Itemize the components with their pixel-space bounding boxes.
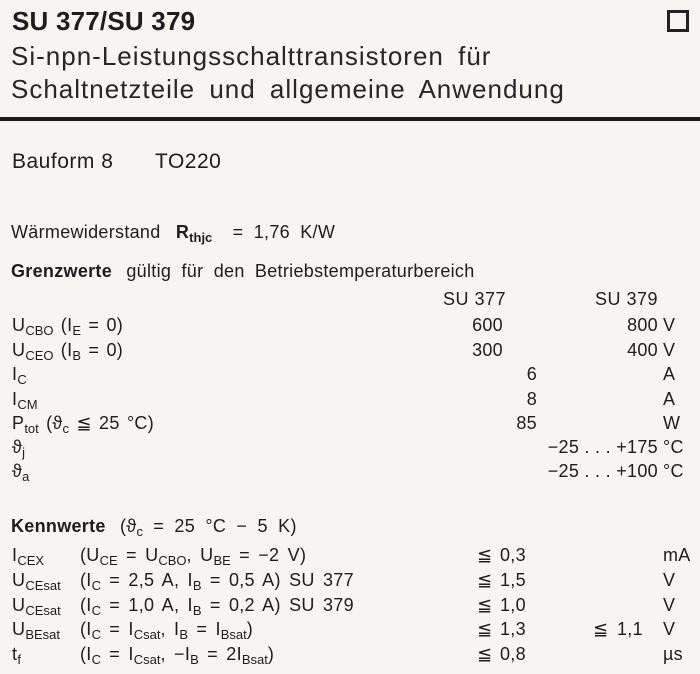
thermal-value: = 1,76 K/W [232,222,336,242]
limit-sign: ≦ [477,619,493,639]
limit-sign: ≦ [477,644,493,664]
test-condition: ($I_C = 2,5$ A, $I_B = 0,5$ A) SU 377 [80,570,354,593]
grenzwerte-heading-rest: gültig für den Betriebstemperaturbereich [126,261,475,281]
parameter-symbol: $P_{tot}$ ($ϑ_c$ ≦ 25 °C) [12,413,155,436]
kennwerte-heading-bold: Kennwerte [11,516,106,536]
parameter-symbol: $I_{CEX}$ [12,545,45,568]
grenzwerte-heading [11,261,475,282]
value-su379: −25 . . . +100 [547,461,658,481]
header-divider [0,117,700,121]
unit-label: V [663,619,676,639]
limit-value: 1,3 [500,619,526,639]
value-su379: 400 [627,340,658,360]
table-row [0,545,700,569]
unit-label: °C [663,461,684,481]
limit-value: 0,3 [500,545,526,565]
parameter-symbol: $U_{BEsat}$ [12,619,60,642]
parameter-symbol: $t_f$ [12,644,21,667]
unit-label: V [663,315,676,335]
test-condition: ($I_C = I_{Csat}$, $-I_B = 2I_{Bsat}$) [80,644,275,667]
table-row [0,413,700,437]
table-row [0,644,700,668]
thermal-label: Wärmewiderstand [11,222,161,242]
value-su379: −25 . . . +175 [547,437,658,457]
column-header-su377: SU 377 [443,289,507,309]
unit-label: A [663,389,676,409]
table-row [0,315,700,339]
table-row [0,595,700,619]
parameter-symbol: $U_{CEsat}$ [12,595,61,618]
thermal-resistance-line [11,222,335,243]
kennwerte-heading [11,516,297,537]
parameter-symbol: $I_C$ [12,364,27,387]
parameter-symbol: $ϑ_j$ [12,437,26,460]
test-condition: ($I_C = 1,0$ A, $I_B = 0,2$ A) SU 379 [80,595,354,618]
kennwerte-heading-rest: ($ϑ_c = 25$ °C − 5 K) [120,516,297,539]
value-shared: 6 [526,364,537,384]
corner-box-icon [667,10,689,32]
value-su379: 800 [627,315,658,335]
unit-label: mA [663,545,691,565]
limit2-value: 1,1 [617,619,643,639]
thermal-symbol: $R_{thjc}$ [175,222,213,245]
table-row [0,389,700,413]
limit2-sign: ≦ [593,619,609,639]
parameter-symbol: $U_{CEsat}$ [12,570,61,593]
value-su377: 300 [472,340,503,360]
unit-label: A [663,364,676,384]
unit-label: V [663,595,676,615]
subtitle-line-2: Schaltnetzteile und allgemeine Anwendung [11,74,565,104]
limit-value: 0,8 [500,644,526,664]
package-name: TO220 [155,150,222,173]
test-condition: ($I_C = I_{Csat}$, $I_B = I_{Bsat}$) [80,619,254,642]
table-row [0,570,700,594]
subtitle-line-1: Si-npn-Leistungsschalttransistoren für [11,41,492,71]
unit-label: V [663,570,676,590]
value-shared: 85 [516,413,537,433]
unit-label: µs [663,644,683,664]
table-row [0,437,700,461]
parameter-symbol: $U_{CEO}$ $(I_B = 0)$ [12,340,124,363]
value-shared: 8 [526,389,537,409]
page-title: SU 377/SU 379 [12,6,196,36]
limit-value: 1,0 [500,595,526,615]
table-row [0,461,700,485]
limit-sign: ≦ [477,595,493,615]
limit-sign: ≦ [477,570,493,590]
limit-value: 1,5 [500,570,526,590]
column-header-su379: SU 379 [595,289,659,309]
unit-label: W [663,413,681,433]
bauform-label: Bauform 8 [12,150,114,173]
unit-label: V [663,340,676,360]
parameter-symbol: $U_{CBO}$ $(I_E = 0)$ [12,315,124,338]
grenzwerte-heading-bold: Grenzwerte [11,261,113,281]
table-row [0,364,700,388]
table-row [0,619,700,643]
table-row [0,340,700,364]
test-condition: ($U_{CE} = U_{CBO}$, $U_{BE} = -2$ V) [80,545,307,568]
parameter-symbol: $ϑ_a$ [12,461,30,484]
unit-label: °C [663,437,684,457]
parameter-symbol: $I_{CM}$ [12,389,38,412]
value-su377: 600 [472,315,503,335]
limit-sign: ≦ [477,545,493,565]
